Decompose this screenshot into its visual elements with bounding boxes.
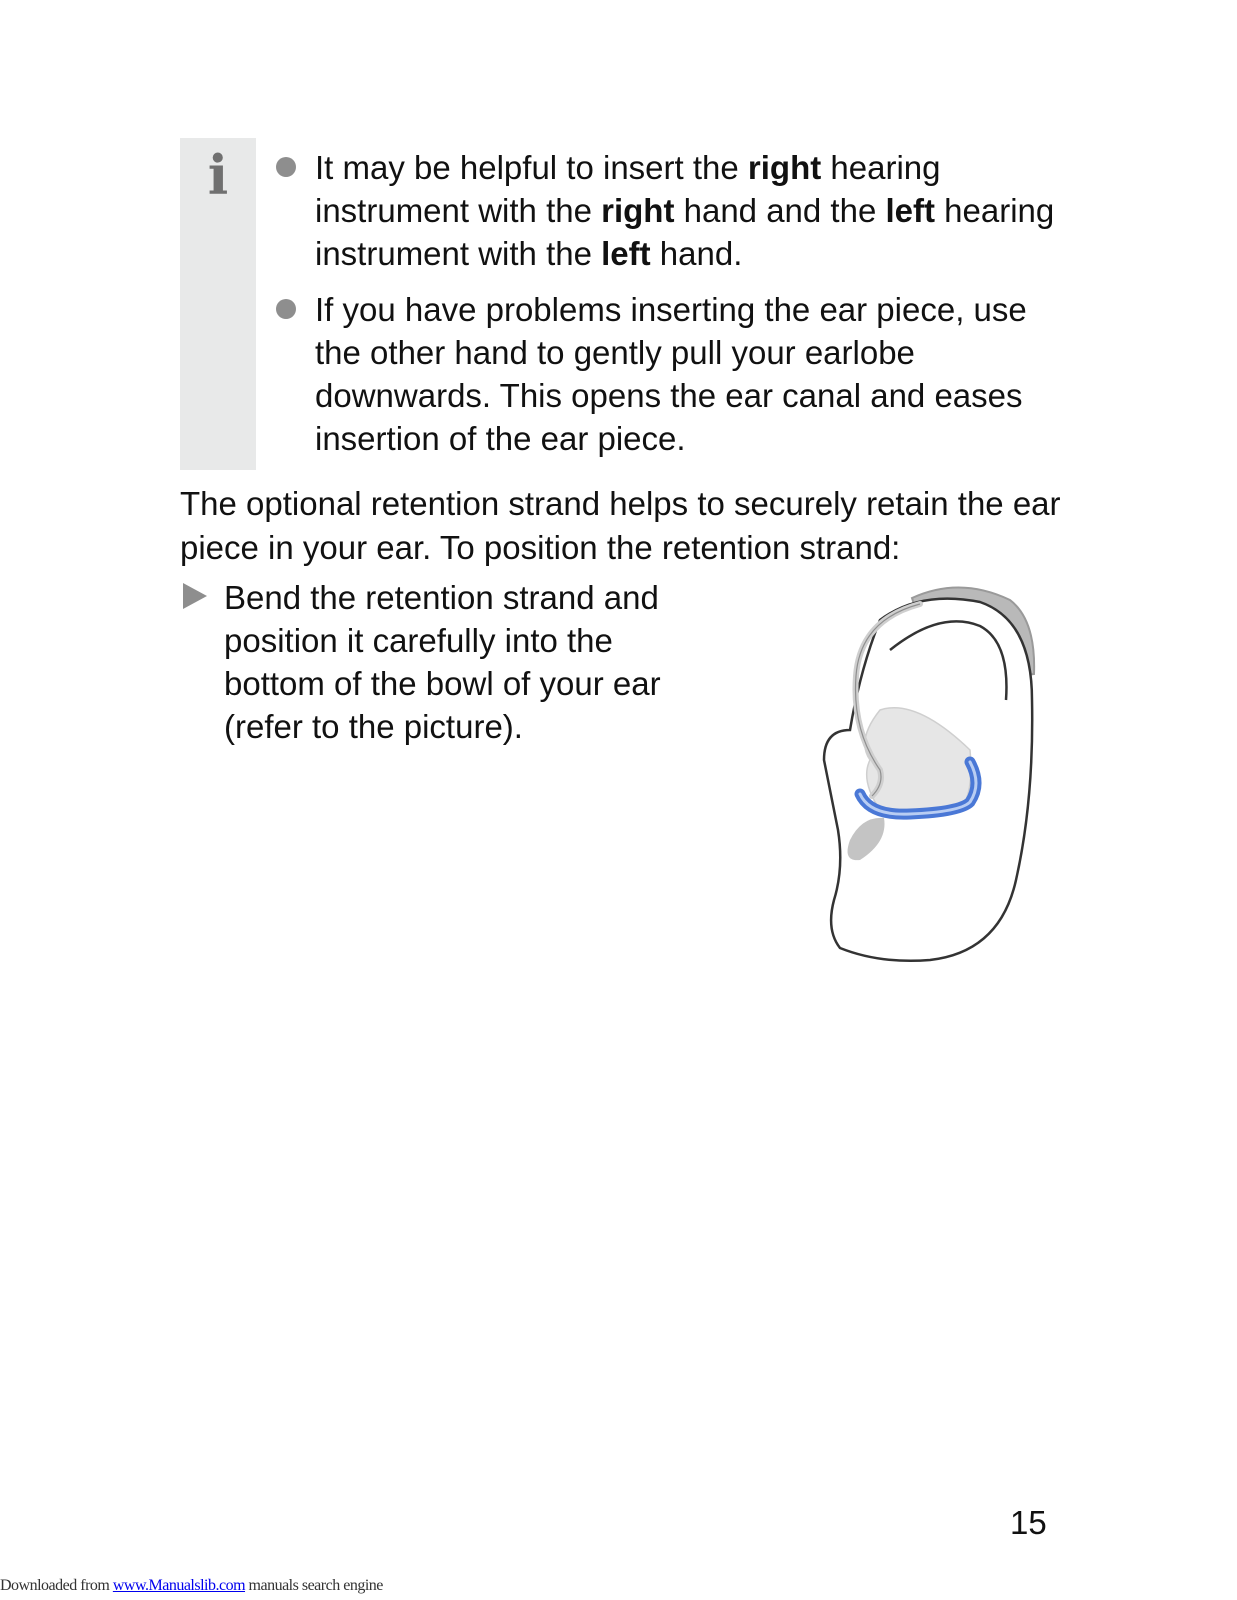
page-number: 15 xyxy=(1010,1504,1047,1541)
note-text-part: hand and the xyxy=(674,192,886,229)
note-text-part: hand. xyxy=(650,235,743,272)
emphasis-text: right xyxy=(601,192,675,229)
emphasis-text: left xyxy=(601,235,651,272)
bullet-dot-icon xyxy=(276,299,296,319)
footer-prefix: Downloaded from xyxy=(0,1577,113,1594)
manualslib-link[interactable]: www.Manualslib.com xyxy=(112,1577,246,1594)
note-text-part: If you have problems inserting the ear piece, use the other hand to gently pull your earlobe downwards. This opens the ear canal and eases insertion of the ear piece. xyxy=(315,291,1027,457)
footer-suffix: manuals search engine xyxy=(245,1577,383,1594)
note-text-part: It may be helpful to insert the xyxy=(315,149,748,186)
download-footer xyxy=(0,1577,383,1595)
emphasis-text: right xyxy=(747,149,822,186)
note-text-1 xyxy=(315,146,1075,275)
note-text-2 xyxy=(315,288,1075,460)
note-text-part: hearing instrument with the xyxy=(315,192,1055,272)
bullet-dot-icon xyxy=(276,157,296,177)
emphasis-text: left xyxy=(885,192,935,229)
body-paragraph: The optional retention strand helps to securely retain the ear piece in your ear. To position the retention strand: xyxy=(180,485,1061,566)
step-arrow-icon xyxy=(183,583,207,609)
note-text-part: hearing instrument with the xyxy=(315,149,941,229)
info-sidebar xyxy=(180,138,256,470)
info-icon: i xyxy=(207,143,229,207)
ear-illustration xyxy=(820,580,1060,980)
step-text: Bend the retention strand and position it carefully into the bottom of the bowl of your ear (refer to the picture). xyxy=(224,579,661,745)
